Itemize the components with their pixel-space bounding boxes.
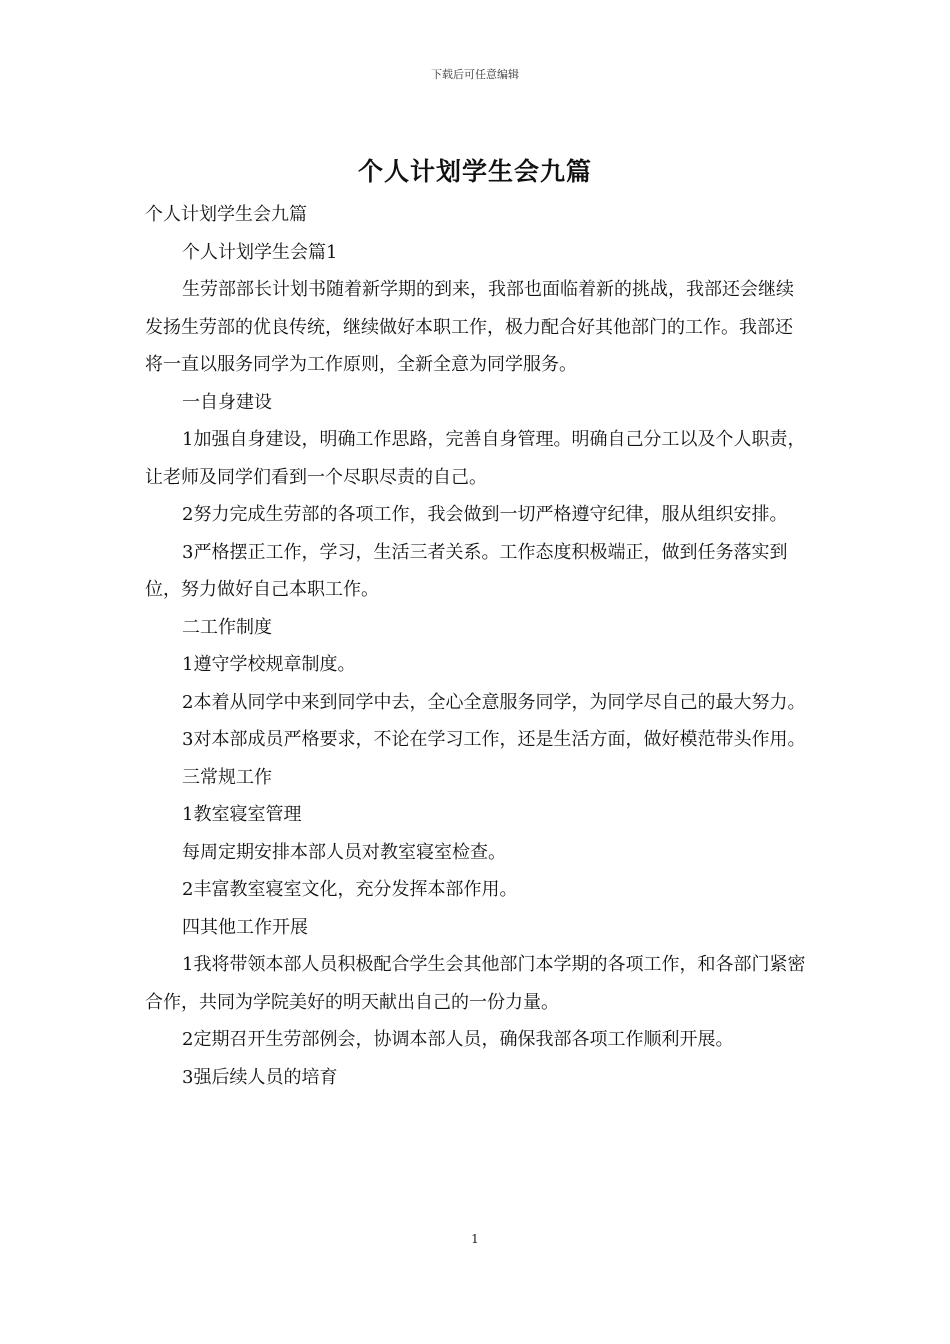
paragraph: 2丰富教室寝室文化，充分发挥本部作用。 xyxy=(182,879,518,900)
document-body xyxy=(145,196,810,1096)
paragraph: 3严格摆正工作，学习，生活三者关系。工作态度积极端正，做到任务落实到位，努力做好自己本职工作。 xyxy=(145,541,788,600)
paragraph: 2定期召开生劳部例会，协调本部人员，确保我部各项工作顺利开展。 xyxy=(182,1029,734,1050)
section-heading: 一自身建设 xyxy=(182,391,272,413)
paragraph: 3对本部成员严格要求，不论在学习工作，还是生活方面，做好模范带头作用。 xyxy=(182,729,806,750)
paragraph: 1我将带领本部人员积极配合学生会其他部门本学期的各项工作，和各部门紧密合作，共同为学院美好的明天献出自己的一份力量。 xyxy=(145,954,806,1013)
paragraph: 每周定期安排本部人员对教室寝室检查。 xyxy=(182,841,506,863)
paragraph: 生劳部部长计划书随着新学期的到来，我部也面临着新的挑战，我部还会继续发扬生劳部的优良传统，继续做好本职工作，极力配合好其他部门的工作。我部还将一直以服务同学为工作原则，全新全意为同学服务。 xyxy=(145,279,794,375)
section-heading: 四其他工作开展 xyxy=(182,916,308,938)
paragraph: 1加强自身建设，明确工作思路，完善自身管理。明确自己分工以及个人职责，让老师及同学们看到一个尽职尽责的自己。 xyxy=(145,429,806,488)
paragraph: 1教室寝室管理 xyxy=(182,804,302,825)
page-header-note: 下载后可任意编辑 xyxy=(431,68,519,81)
paragraph-heading: 个人计划学生会篇1 xyxy=(182,241,338,263)
paragraph: 3强后续人员的培育 xyxy=(182,1066,338,1088)
page-number: 1 xyxy=(471,1232,479,1246)
section-heading: 三常规工作 xyxy=(182,766,272,788)
paragraph-subtitle: 个人计划学生会九篇 xyxy=(145,204,307,225)
paragraph: 2努力完成生劳部的各项工作，我会做到一切严格遵守纪律，服从组织安排。 xyxy=(182,504,788,525)
paragraph: 1遵守学校规章制度。 xyxy=(182,654,356,675)
paragraph: 2本着从同学中来到同学中去，全心全意服务同学，为同学尽自己的最大努力。 xyxy=(182,691,806,713)
document-title: 个人计划学生会九篇 xyxy=(357,157,592,186)
section-heading: 二工作制度 xyxy=(182,616,272,638)
